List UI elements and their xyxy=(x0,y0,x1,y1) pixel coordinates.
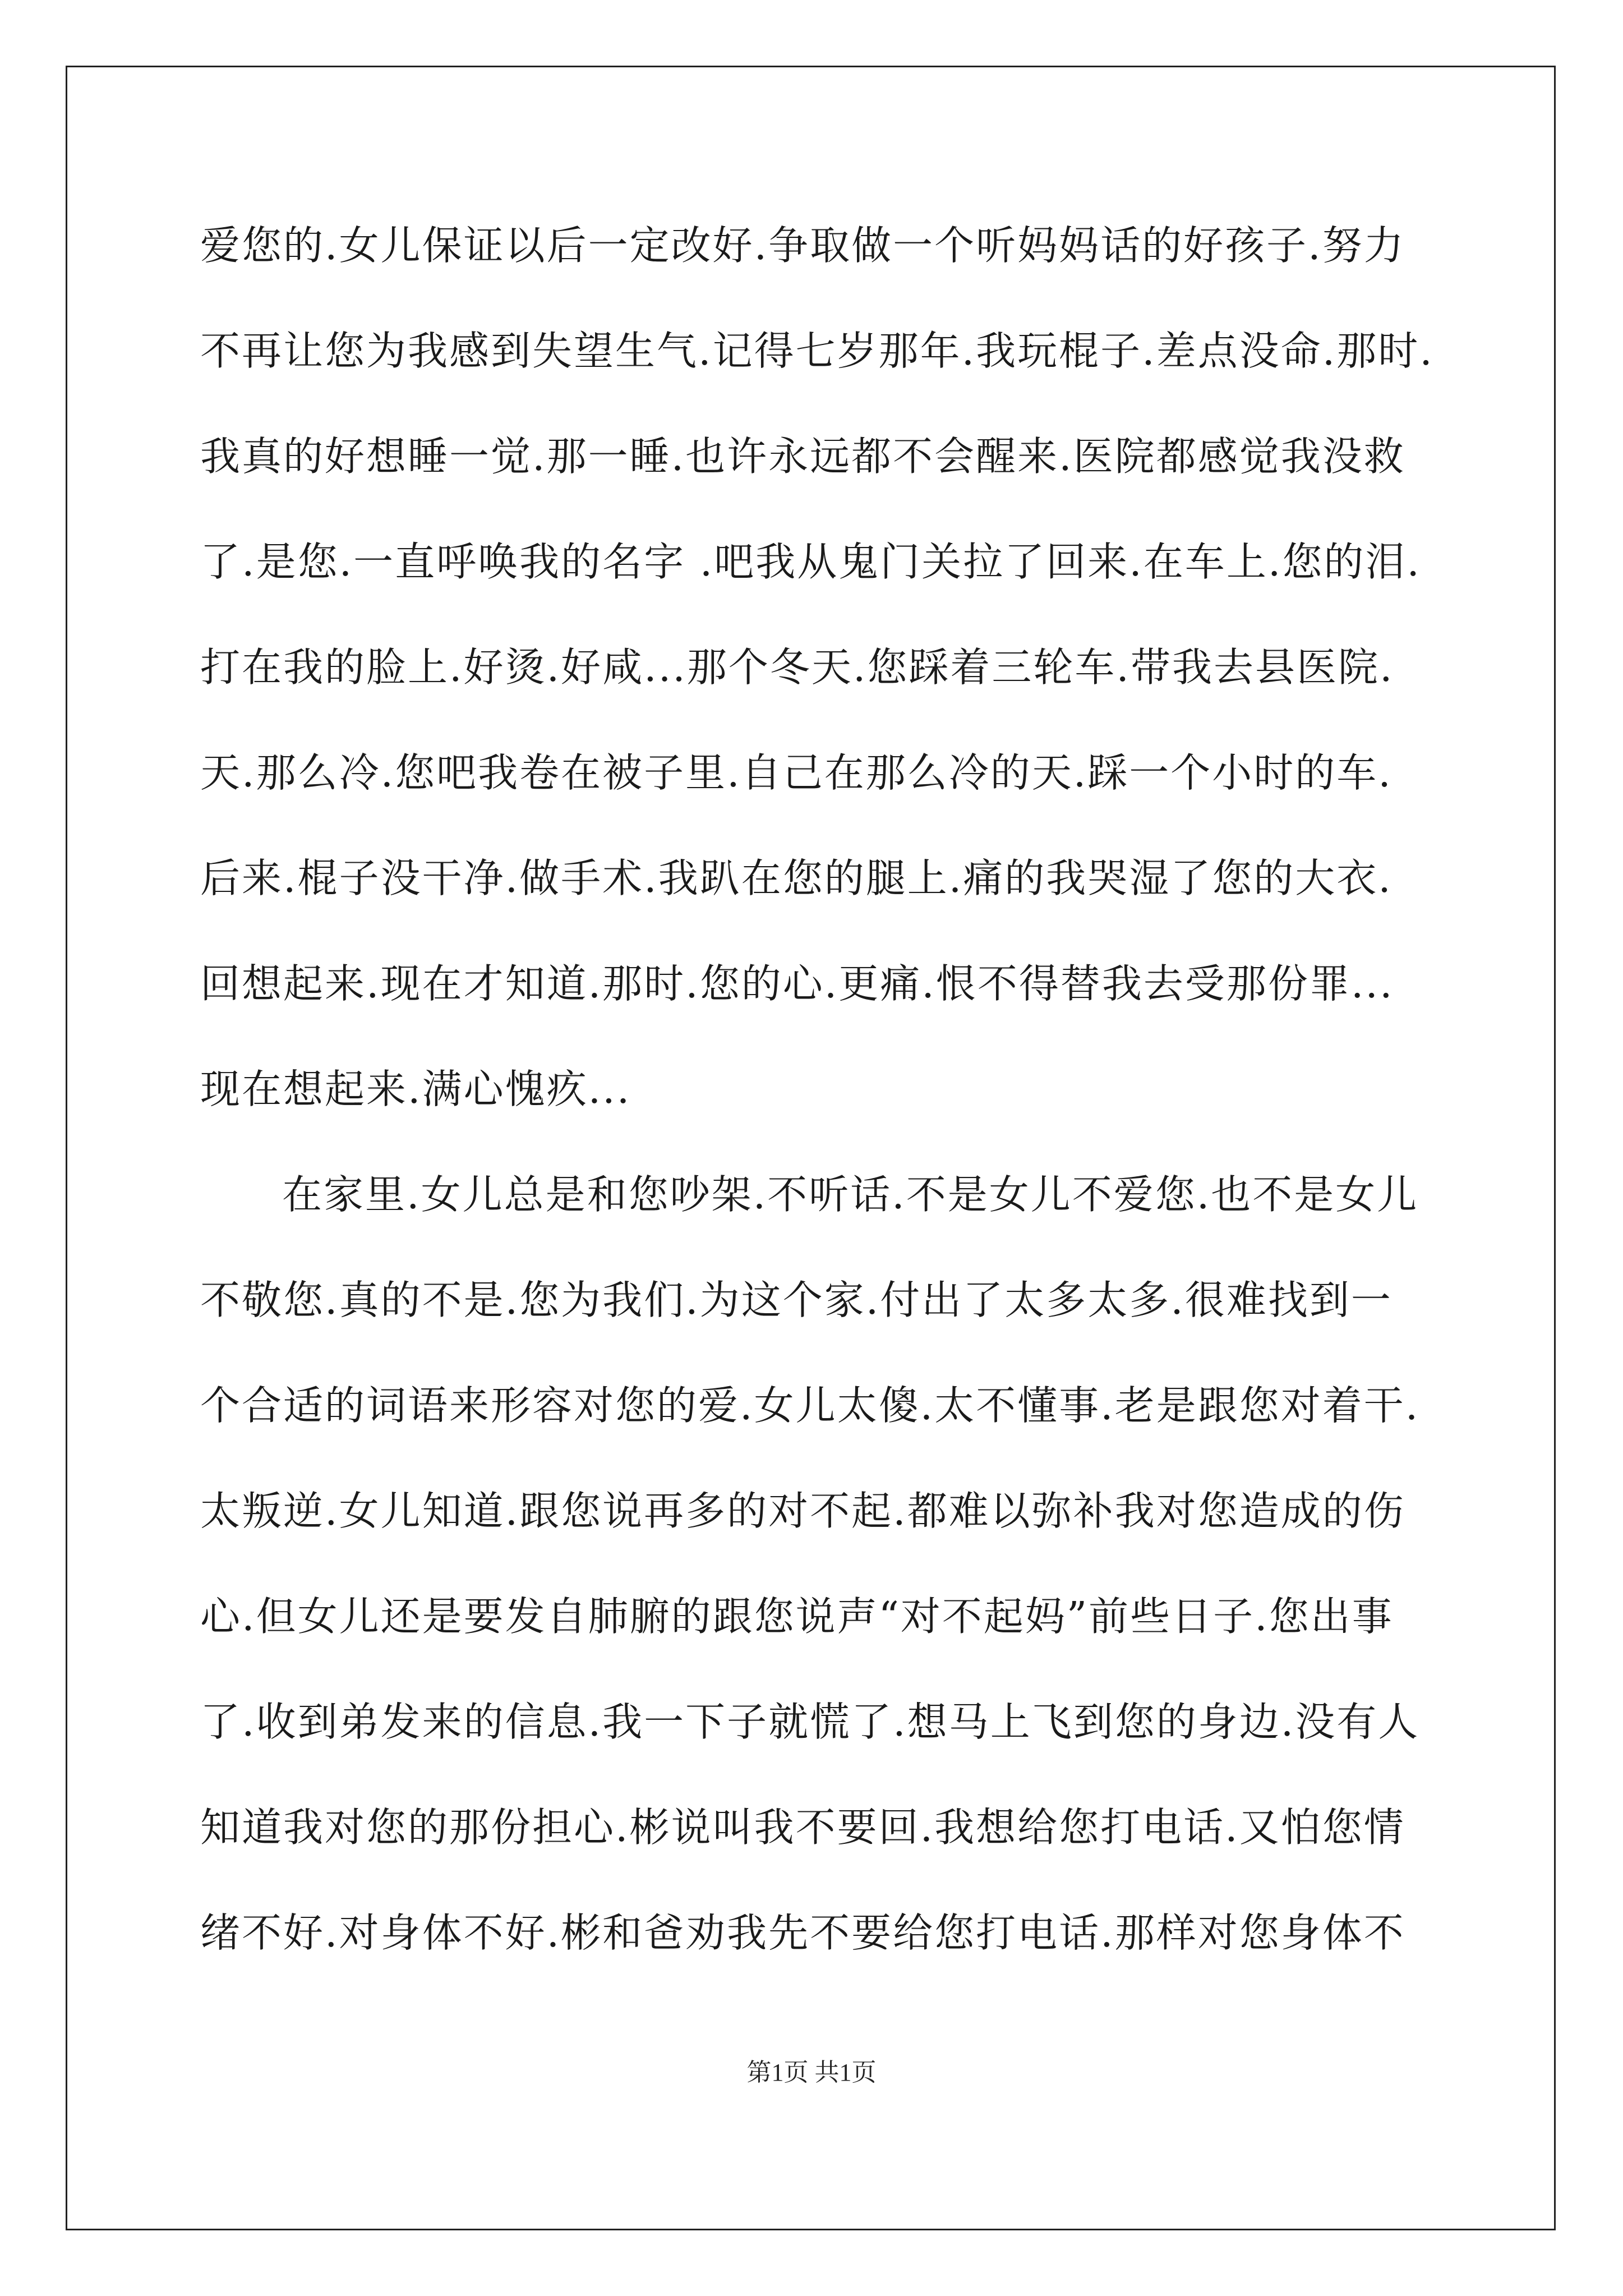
text-line: 个合适的词语来形容对您的爱.女儿太傻.太不懂事.老是跟您对着干. xyxy=(200,1382,1420,1429)
text-line: 回想起来.现在才知道.那时.您的心.更痛.恨不得替我去受那份罪... xyxy=(200,960,1394,1007)
text-line: 不再让您为我感到失望生气.记得七岁那年.我玩棍子.差点没命.那时. xyxy=(200,328,1434,374)
document-body xyxy=(200,212,1434,2005)
text-line: 我真的好想睡一觉.那一睡.也许永远都不会醒来.医院都感觉我没救 xyxy=(200,433,1405,480)
text-line: 天.那么冷.您吧我卷在被子里.自己在那么冷的天.踩一个小时的车. xyxy=(200,749,1393,796)
page-number: 第1页 共1页 xyxy=(746,2059,877,2086)
text-line: 爱您的.女儿保证以后一定改好.争取做一个听妈妈话的好孩子.努力 xyxy=(200,222,1405,269)
text-line: 不敬您.真的不是.您为我们.为这个家.付出了太多太多.很难找到一 xyxy=(200,1277,1393,1323)
text-line: 打在我的脸上.好烫.好咸...那个冬天.您踩着三轮车.带我去县医院. xyxy=(200,644,1394,691)
text-line: 后来.棍子没干净.做手术.我趴在您的腿上.痛的我哭湿了您的大衣. xyxy=(200,855,1393,901)
text-line: 绪不好.对身体不好.彬和爸劝我先不要给您打电话.那样对您身体不 xyxy=(200,1910,1405,1956)
text-line: 知道我对您的那份担心.彬说叫我不要回.我想给您打电话.又怕您情 xyxy=(200,1804,1405,1851)
text-line: 了.是您.一直呼唤我的名字 .吧我从鬼门关拉了回来.在车上.您的泪. xyxy=(200,539,1421,585)
text-line: 了.收到弟发来的信息.我一下子就慌了.想马上飞到您的身边.没有人 xyxy=(200,1699,1420,1745)
text-line: 心.但女儿还是要发自肺腑的跟您说声“对不起妈”前些日子.您出事 xyxy=(200,1593,1394,1640)
paragraph-first-line: 在家里.女儿总是和您吵架.不听话.不是女儿不爱您.也不是女儿 xyxy=(282,1171,1419,1218)
text-line: 太叛逆.女儿知道.跟您说再多的对不起.都难以弥补我对您造成的伤 xyxy=(200,1488,1405,1534)
text-line: 现在想起来.满心愧疚... xyxy=(200,1066,631,1112)
